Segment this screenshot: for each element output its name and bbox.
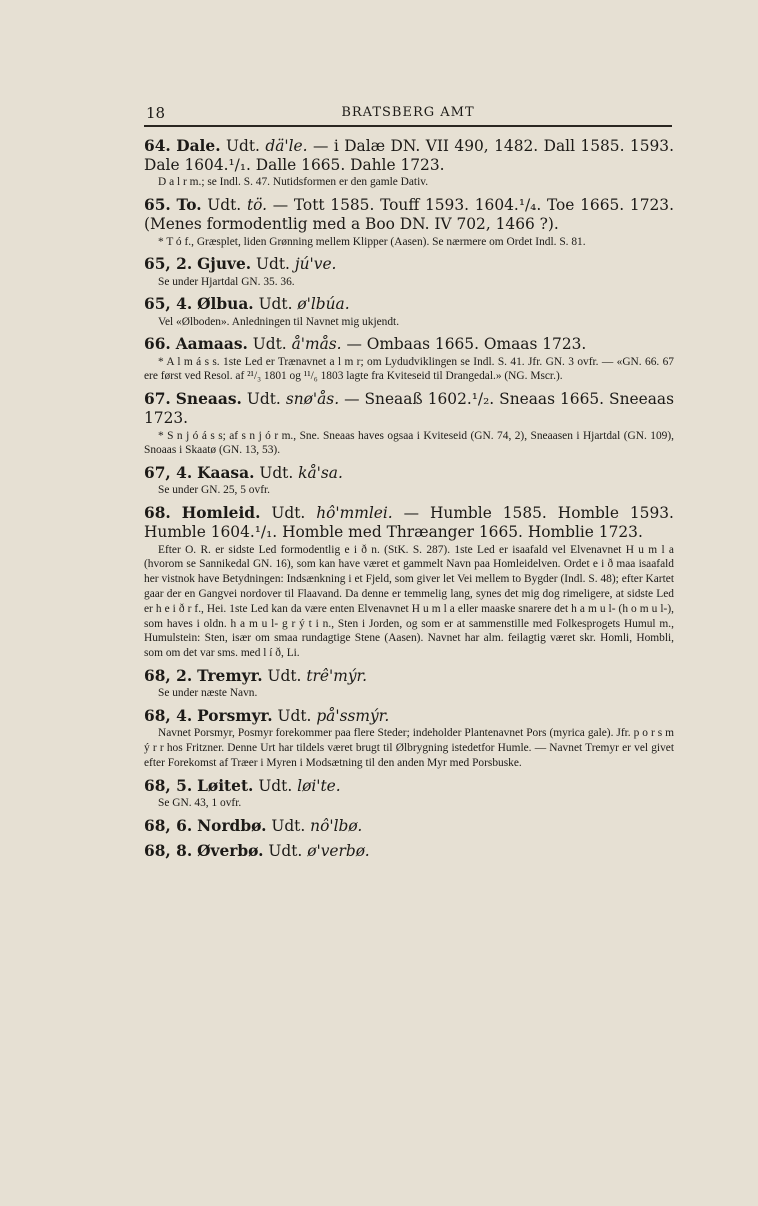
entry-pronunciation: løi'te. bbox=[297, 776, 341, 795]
entry-number: 68, 4. bbox=[144, 706, 193, 725]
place-entry bbox=[144, 464, 674, 498]
entry-pronunciation: dä'le. bbox=[265, 137, 308, 155]
entry-pronunciation: jú've. bbox=[294, 255, 337, 274]
entry-udt-label: Udt. bbox=[258, 295, 293, 314]
entry-udt-label: Udt. bbox=[277, 706, 312, 725]
entry-historical-forms: — i Dalæ DN. VII 490, 1482. Dall 1585. 1593. Dale 1604.¹/₁. Dalle 1665. Dahle 1723. bbox=[144, 137, 674, 175]
entry-place-name: Nordbø. bbox=[197, 816, 267, 835]
place-entry bbox=[144, 667, 674, 701]
entry-pronunciation: nô'lbø. bbox=[310, 816, 363, 835]
place-entry bbox=[144, 390, 674, 458]
entry-udt-label: Udt. bbox=[268, 841, 303, 860]
place-entry bbox=[144, 817, 674, 836]
entry-heading bbox=[144, 817, 674, 836]
entry-heading bbox=[144, 842, 674, 861]
entry-place-name: Ølbua. bbox=[197, 295, 254, 314]
entry-pronunciation: tö. bbox=[246, 196, 268, 215]
entry-heading bbox=[144, 196, 674, 234]
entry-place-name: Dale. bbox=[176, 137, 221, 155]
entry-number: 65. bbox=[144, 196, 171, 215]
entry-pronunciation: på'ssmýr. bbox=[316, 706, 390, 725]
place-entry bbox=[144, 842, 674, 861]
entry-note: Se under GN. 25, 5 ovfr. bbox=[158, 484, 270, 497]
entry-pronunciation: å'mås. bbox=[291, 335, 342, 354]
entry-place-name: Sneaas. bbox=[175, 390, 242, 409]
place-entry bbox=[144, 504, 674, 661]
entry-udt-label: Udt. bbox=[226, 137, 260, 155]
entry-historical-forms: — Sneaaß 1602.¹/₂. Sneaas 1665. Sneeaas 1723. bbox=[144, 390, 674, 428]
entry-heading bbox=[144, 390, 674, 428]
entry-heading bbox=[144, 464, 674, 483]
entry-note: Navnet Porsmyr, Posmyr forekommer paa flere Steder; indeholder Plantenavnet Pors (myrica gale). Jfr. p o r s m ý r r hos Fritzner. Denne Urt har tildels været brugt til Ølbrygning istedetfor Humle. — Navnet Tremyr er vel givet efter Forekomst af Træer i Myren i Modsætning til den anden Myr med Porsbuske. bbox=[144, 727, 674, 769]
entry-number: 65, 4. bbox=[144, 295, 193, 314]
entry-pronunciation: ø'verbø. bbox=[307, 841, 370, 860]
entry-note: Se under næste Navn. bbox=[158, 687, 258, 700]
entry-number: 68, 6. bbox=[144, 816, 193, 835]
entry-pronunciation: ø'lbúa. bbox=[297, 295, 350, 314]
entry-udt-label: Udt. bbox=[256, 255, 290, 274]
entry-pronunciation: kå'sa. bbox=[298, 464, 343, 483]
header-rule bbox=[144, 125, 672, 127]
entry-udt-label: Udt. bbox=[259, 464, 294, 483]
entry-historical-forms: — Humble 1585. Homble 1593. Humble 1604.¹/₁. Homble med Thræanger 1665. Homblie 1723. bbox=[144, 504, 674, 542]
entry-udt-label: Udt. bbox=[207, 196, 242, 215]
entry-udt-label: Udt. bbox=[252, 335, 287, 354]
entry-heading bbox=[144, 137, 674, 175]
entry-place-name: Øverbø. bbox=[197, 841, 264, 860]
entry-note: * S n j ó á s s; af s n j ó r m., Sne. Sneaas haves ogsaa i Kviteseid (GN. 74, 2), Sneaasen i Hjartdal (GN. 109), Snoaas i Skaatø (GN. 13, 53). bbox=[144, 429, 674, 457]
entry-list bbox=[144, 137, 674, 861]
entry-number: 68. bbox=[144, 504, 171, 523]
entry-heading bbox=[144, 295, 674, 314]
entry-pronunciation: trê'mýr. bbox=[306, 666, 368, 685]
entry-note: Efter O. R. er sidste Led formodentlig e i ð n. (StK. S. 287). 1ste Led er isaafald vel Elvenavnet H u m l a (hvorom se Sannikedal GN. 16), som kan have været et gammelt Navn paa Homleidelven. Ordet e i ð maa isaafald her vistnok have Betydningen: Indsænkning i et Fjeld, som giver let Vei mellem to Bygder (Indl. S. 48); efter Kartet gaar der en Gangvei nordover til Flaavand. Da denne er temmelig lang, synes det mig dog rimeligere, at sidste Led er h e i ð r f., Hei. 1ste Led kan da være enten Elvenavnet H u m l a eller maaske snarere det h a m u l- (h o m u l-), som haves i oldn. h a m u l- g r ý t i n., Sten i Jorden, og som er at sammenstille med Folkesprogets Humul m., Humulstein: Sten, især om smaa rundagtige Stene (Aasen). Navnet har alm. feilagtig været skr. Homli, Hombli, som om det var sms. med l í ð, Li. bbox=[144, 543, 674, 660]
entry-place-name: To. bbox=[176, 196, 202, 215]
entry-note: D a l r m.; se Indl. S. 47. Nutidsformen er den gamle Dativ. bbox=[158, 176, 429, 189]
entry-number: 67, 4. bbox=[144, 464, 193, 483]
entry-place-name: Porsmyr. bbox=[197, 706, 273, 725]
entry-note: * T ó f., Græsplet, liden Grønning mellem Klipper (Aasen). Se nærmere om Ordet Indl. S. 81. bbox=[158, 235, 586, 248]
entry-historical-forms: — Ombaas 1665. Omaas 1723. bbox=[341, 335, 587, 354]
entry-udt-label: Udt. bbox=[246, 390, 281, 409]
entry-udt-label: Udt. bbox=[267, 666, 302, 685]
entry-note: * A l m á s s. 1ste Led er Trænavnet a l m r; om Lydudviklingen se Indl. S. 41. Jfr. GN. 3 ovfr. — «GN. 66. 67 ere først ved Resol. af ²¹/₃ 1801 og ¹¹/₆ 1803 lagte fra Kviteseid til Drangedal.» (NG. Mscr.). bbox=[144, 355, 674, 383]
entry-number: 68, 5. bbox=[144, 776, 193, 795]
entry-number: 64. bbox=[144, 137, 171, 155]
entry-udt-label: Udt. bbox=[271, 504, 306, 523]
entry-place-name: Gjuve. bbox=[197, 255, 252, 274]
entry-place-name: Homleid. bbox=[181, 504, 261, 523]
place-entry bbox=[144, 335, 674, 384]
entry-note: Se GN. 43, 1 ovfr. bbox=[158, 796, 242, 809]
entry-number: 67. bbox=[144, 390, 171, 409]
entry-number: 66. bbox=[144, 335, 171, 354]
place-entry bbox=[144, 777, 674, 811]
entry-heading bbox=[144, 777, 674, 796]
page-header bbox=[144, 100, 672, 124]
entry-pronunciation: snø'ås. bbox=[285, 390, 340, 409]
entry-place-name: Kaasa. bbox=[197, 464, 255, 483]
entry-note: Vel «Ølboden». Anledningen til Navnet mig ukjendt. bbox=[158, 315, 400, 328]
entry-heading bbox=[144, 255, 674, 274]
place-entry bbox=[144, 137, 674, 190]
entry-heading bbox=[144, 667, 674, 686]
entry-number: 68, 2. bbox=[144, 666, 193, 685]
place-entry bbox=[144, 295, 674, 329]
entry-heading bbox=[144, 335, 674, 354]
entry-udt-label: Udt. bbox=[271, 816, 306, 835]
place-entry bbox=[144, 196, 674, 249]
entry-pronunciation: hô'mmlei. bbox=[316, 504, 393, 523]
entry-place-name: Løitet. bbox=[197, 776, 254, 795]
entry-heading bbox=[144, 504, 674, 542]
entry-note: Se under Hjartdal GN. 35. 36. bbox=[158, 275, 295, 288]
entry-heading bbox=[144, 707, 674, 726]
entry-place-name: Tremyr. bbox=[197, 666, 263, 685]
entry-place-name: Aamaas. bbox=[175, 335, 248, 354]
page-number: 18 bbox=[146, 104, 166, 122]
entry-number: 65, 2. bbox=[144, 255, 193, 274]
running-title: BRATSBERG AMT bbox=[341, 105, 475, 120]
place-entry bbox=[144, 707, 674, 771]
entry-udt-label: Udt. bbox=[258, 776, 293, 795]
place-entry bbox=[144, 255, 674, 289]
entry-number: 68, 8. bbox=[144, 841, 193, 860]
entry-historical-forms: — Tott 1585. Touff 1593. 1604.¹/₄. Toe 1665. 1723. (Menes formodentlig med a Boo DN. IV 702, 1466 ?). bbox=[144, 196, 674, 234]
